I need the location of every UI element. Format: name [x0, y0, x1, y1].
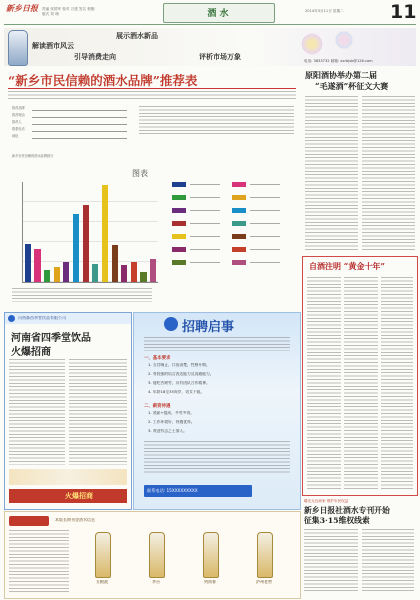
bottle-icon	[257, 532, 273, 578]
legend-swatch	[232, 247, 246, 252]
legend-line	[190, 236, 220, 237]
legend-swatch	[172, 247, 186, 252]
left-article-title: 河南省四季堂饮品	[11, 333, 91, 344]
editor-credits: 责编 张国军 校对 万建 签名 程刚	[42, 7, 95, 11]
masthead	[0, 0, 420, 26]
product-label: 泸州老窖	[256, 580, 272, 584]
legend-line	[250, 223, 280, 224]
chart-bar	[112, 245, 118, 282]
chart-bar	[131, 262, 137, 282]
right-article-subtitle: “毛遂酒”杯征文大赛	[315, 81, 389, 91]
ad-logo	[9, 516, 49, 526]
recruit-list-item: 2. 工作环境好，待遇优厚。	[148, 420, 195, 424]
form-label: 联系电话	[12, 127, 25, 131]
form-label: 推荐理由	[12, 113, 25, 117]
recruit-list-item: 2. 有较强的语言表达能力及沟通能力。	[148, 372, 214, 376]
legend-swatch	[172, 182, 186, 187]
product-label: 剑南春	[204, 580, 216, 584]
chart-bar	[73, 214, 79, 282]
highlight-box	[302, 256, 418, 496]
legend-line	[190, 262, 220, 263]
product-item	[81, 532, 123, 592]
legend-swatch	[172, 234, 186, 239]
left-article-subtitle: 火爆招商	[11, 347, 51, 358]
recruit-list-item: 4. 年龄18至35周岁，男女不限。	[148, 390, 205, 394]
left-article	[4, 312, 132, 510]
form-label: 推荐品牌	[12, 106, 25, 110]
recruit-list-item: 1. 五官端正，口齿清楚，性格开朗。	[148, 363, 210, 367]
slogan-2: 解读酒市风云	[32, 41, 74, 50]
legend-line	[250, 249, 280, 250]
legend-line	[250, 184, 280, 185]
ad-header: 本版长期刊登酒水信息	[55, 518, 95, 522]
main-article	[4, 68, 300, 308]
flower-decoration-2	[334, 30, 354, 50]
chart-bar	[92, 264, 98, 282]
slogan-3: 引导消费走向	[74, 52, 116, 61]
chart-bar	[63, 262, 69, 282]
product-item	[189, 532, 231, 592]
chart-legend	[172, 182, 292, 282]
chart-bar	[150, 259, 156, 282]
recruit-list-item: 3. 欢迎有志之士加入。	[148, 429, 188, 433]
legend-swatch	[172, 260, 186, 265]
legend-line	[250, 197, 280, 198]
legend-line	[190, 249, 220, 250]
right-article-title: 原阳酒协举办第二届	[305, 70, 377, 80]
kicker: 曝光无良商家 维护市民权益	[304, 499, 349, 503]
recruit-list-item: 1. 底薪+提成，多劳多得。	[148, 411, 194, 415]
legend-line	[250, 262, 280, 263]
box-article-title: 自酒注明 “黄金十年”	[309, 261, 385, 271]
chart-bar	[54, 267, 60, 282]
legend-line	[190, 223, 220, 224]
legend-line	[250, 236, 280, 237]
chart-bar	[83, 205, 89, 282]
bottom-right-title: 新乡日报社酒水专刊开始	[304, 506, 390, 515]
page-number: 11	[390, 1, 417, 23]
legend-swatch	[232, 221, 246, 226]
slogan-1: 展示酒水新品	[116, 31, 158, 40]
right-article	[303, 68, 416, 254]
slogan-4: 评析市场万象	[199, 52, 241, 61]
flower-decoration	[300, 32, 324, 56]
legend-line	[190, 197, 220, 198]
legend-line	[190, 184, 220, 185]
form-label: 地址	[12, 134, 19, 138]
chart-bar	[44, 270, 50, 282]
recruit-section-2: 二、薪资待遇	[144, 404, 171, 409]
legend-swatch	[232, 260, 246, 265]
chart-caption: 新乡市民信赖的酒水品牌排行	[12, 154, 54, 158]
form-label: 推荐人	[12, 120, 22, 124]
chart-bar	[25, 244, 31, 282]
layout-credit: 版式 刘 珊	[42, 12, 59, 16]
legend-swatch	[232, 195, 246, 200]
chart-bar	[102, 185, 108, 282]
main-article-title: “新乡市民信赖的酒水品牌”推荐表	[8, 73, 198, 88]
date-line: 2014年3月11日 星期二	[305, 9, 344, 13]
chart-bar	[121, 265, 127, 282]
chart-bar	[140, 272, 146, 282]
megaphone-icon	[164, 317, 178, 331]
company-name: 河南森西季堂饮品有限公司	[18, 316, 66, 320]
banner-text: 火爆招商	[65, 492, 93, 500]
top-banner	[4, 28, 416, 66]
legend-swatch	[232, 234, 246, 239]
bottle-icon	[203, 532, 219, 578]
bottom-ad	[4, 511, 301, 599]
recommend-form	[12, 106, 132, 148]
product-item	[243, 532, 285, 592]
contact-line: 电话: 3833732 邮箱: xxrbjsb@126.com	[304, 59, 373, 63]
chart-bar	[34, 249, 40, 282]
product-row	[75, 530, 295, 594]
legend-line	[190, 210, 220, 211]
legend-swatch	[232, 182, 246, 187]
bottom-right-subtitle: 征集3·15维权线索	[304, 516, 370, 525]
recruit-list-item: 3. 能吃苦耐劳，具有团队合作精神。	[148, 381, 210, 385]
legend-swatch	[232, 208, 246, 213]
legend-line	[250, 210, 280, 211]
bottle-icon	[149, 532, 165, 578]
paper-logo: 新乡日报	[6, 3, 38, 13]
recruit-title: 招聘启事	[182, 320, 235, 335]
product-strip	[9, 469, 127, 485]
section-title: 酒 水	[207, 9, 229, 19]
product-item	[135, 532, 177, 592]
recruit-section-1: 一、基本要求	[144, 356, 171, 361]
recruit-contact: 联系电话: 15XXXXXXXXX	[147, 488, 198, 493]
legend-swatch	[172, 221, 186, 226]
legend-swatch	[172, 195, 186, 200]
bar-chart	[12, 162, 296, 304]
chart-plot-area	[22, 182, 158, 283]
chart-label: 图表	[132, 169, 148, 178]
legend-swatch	[172, 208, 186, 213]
product-label: 五粮液	[96, 580, 108, 584]
product-label: 茅台	[152, 580, 160, 584]
recruit-ad	[133, 312, 301, 510]
bottom-right-article	[302, 497, 416, 597]
company-logo-icon	[8, 315, 15, 322]
wine-bottle-image	[8, 30, 28, 66]
bottle-icon	[95, 532, 111, 578]
